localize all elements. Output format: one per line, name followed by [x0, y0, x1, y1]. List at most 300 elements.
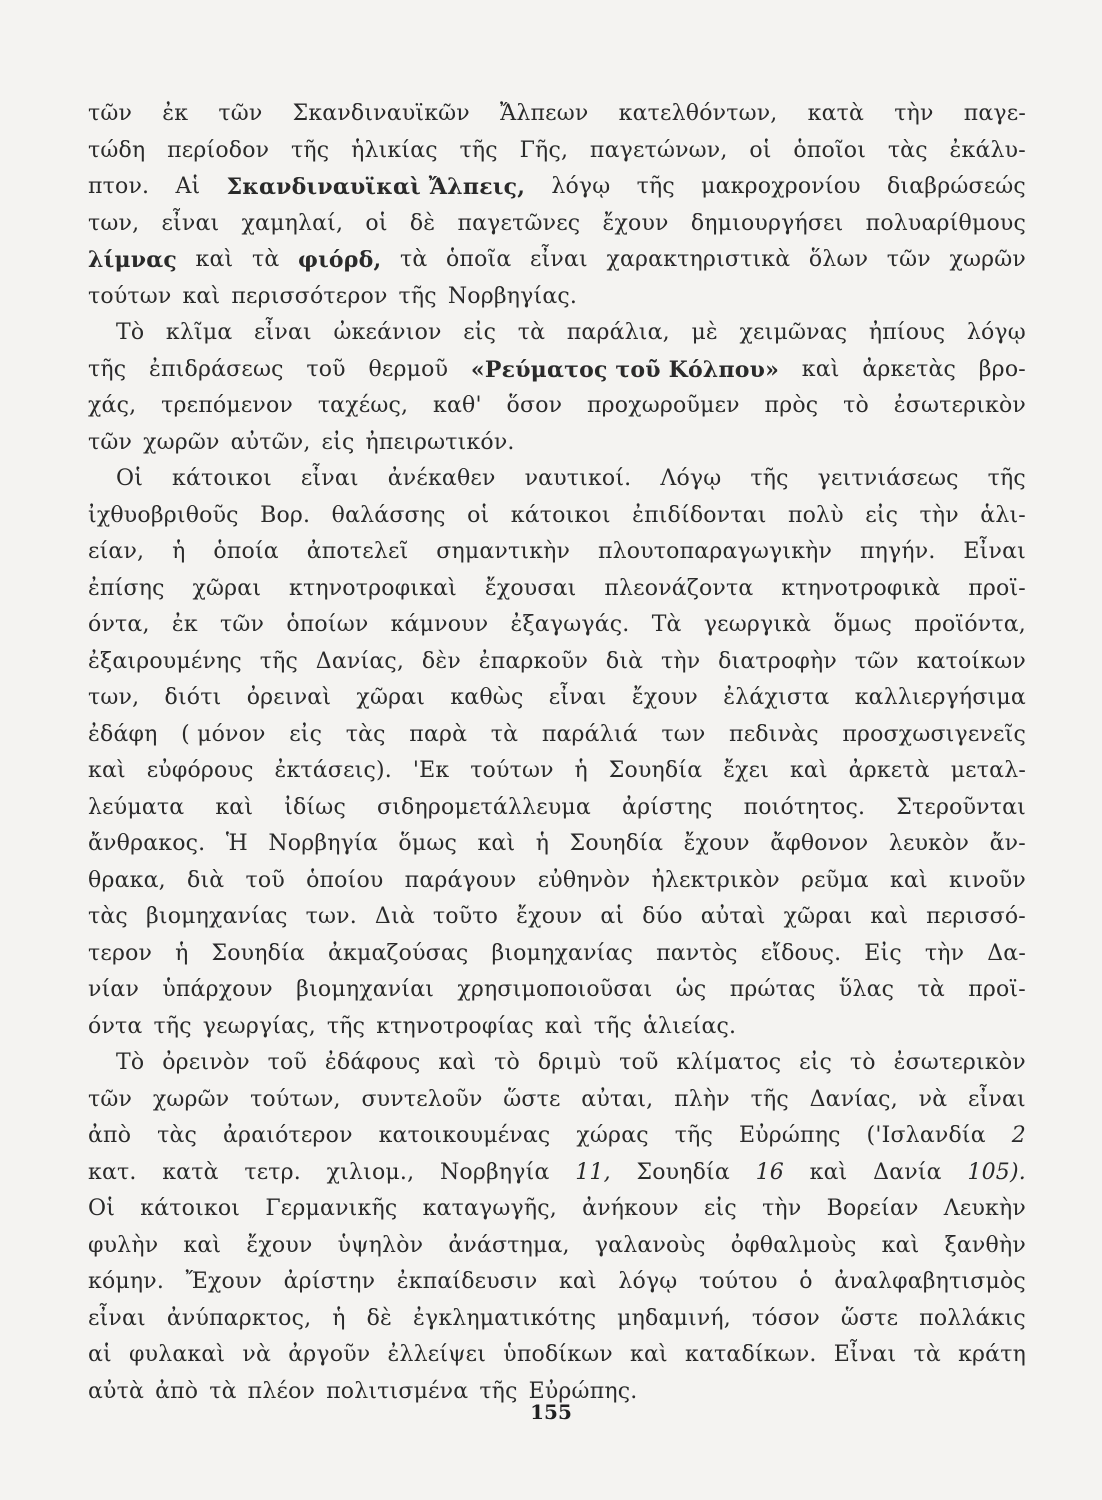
word: ρεῦμα — [801, 867, 869, 893]
bold-term: Σκανδιναυϊκαὶ Ἄλπεις, — [226, 174, 526, 200]
word: χῶραι — [192, 575, 262, 601]
word: ὀφθαλμοὺς — [730, 1232, 857, 1258]
word: βιομηχανίας — [491, 940, 634, 966]
word: αὐται, — [581, 1086, 654, 1112]
text-line — [88, 133, 1026, 170]
word: τὰ — [917, 977, 945, 1002]
word: κατελθόντων, — [618, 101, 778, 126]
word: ἐδάφη — [88, 721, 158, 747]
word: χῶραι — [356, 685, 426, 710]
word: ἡ — [172, 539, 186, 564]
word: ἐκ — [171, 612, 198, 637]
word: παγετῶνες — [457, 210, 581, 236]
word: Δα- — [987, 940, 1026, 966]
word: τῶν — [88, 429, 133, 455]
italic-number: 105). — [967, 1159, 1026, 1185]
word: ἐπίσης — [88, 575, 165, 601]
word: καὶ — [438, 1050, 477, 1075]
word: ('Ισλανδία — [866, 1123, 986, 1148]
word: κόμην. — [88, 1269, 165, 1294]
word: ὥστε — [840, 1305, 899, 1331]
word: καὶ — [809, 1159, 848, 1185]
word: Αἱ — [175, 174, 201, 199]
word: παγε- — [963, 101, 1026, 126]
word: δημιουργήσει — [690, 210, 844, 236]
word: τὰς — [88, 904, 128, 929]
word: Νορβηγίας. — [447, 283, 578, 309]
word: τὰ — [517, 320, 546, 345]
word: καὶ — [801, 356, 840, 382]
word: βρο- — [978, 356, 1026, 382]
word: τούτου — [698, 1269, 778, 1294]
word: ἐκάλυ- — [949, 137, 1026, 163]
word: πρὸς — [764, 393, 819, 418]
word: των, — [88, 685, 140, 710]
word: χώρας — [576, 1123, 649, 1148]
word: καθὼς — [450, 685, 524, 710]
word: κτηνοτροφικὰ — [781, 575, 941, 601]
text-line — [88, 534, 1026, 571]
word: ἠπίους — [868, 320, 946, 345]
word: τὸ — [494, 1050, 520, 1075]
word: φυλακαὶ — [129, 1342, 226, 1367]
word: παράγουν — [404, 867, 517, 893]
word: ὠκεάνιον — [333, 320, 442, 345]
text-line — [88, 790, 1026, 827]
word: διὰ — [187, 867, 225, 893]
word: ὁποῖοι — [793, 137, 867, 163]
word: τρεπόμενον — [161, 393, 294, 418]
word: αἱ — [600, 904, 625, 929]
word: εἴδους. — [760, 940, 842, 966]
text-line — [88, 279, 1026, 316]
word: γεωργίας, — [202, 1013, 316, 1039]
paragraph — [88, 1045, 1026, 1410]
word: ἐλλείψει — [387, 1342, 487, 1367]
text-line — [88, 936, 1026, 973]
word: χειμῶνας — [739, 320, 848, 345]
word: κινοῦν — [949, 867, 1026, 893]
word: τῆς — [593, 1013, 632, 1039]
word: καλλιεργήσιμα — [854, 685, 1026, 710]
word: διατροφὴν — [718, 648, 837, 674]
word: δὲ — [409, 210, 436, 236]
word: ὕλας — [838, 977, 895, 1002]
word: ὑψηλὸν — [337, 1232, 424, 1258]
word: ἔχουσαι — [484, 575, 577, 601]
word: ἀρκετὰς — [862, 356, 957, 382]
word: ξανθὴν — [944, 1232, 1026, 1258]
word: Λόγῳ — [660, 466, 722, 491]
word: Εἶναι — [963, 539, 1026, 564]
word: εἶναι — [529, 247, 588, 272]
word: παράλια, — [566, 320, 670, 345]
word: ὅσον — [506, 393, 563, 418]
text-line — [88, 607, 1026, 644]
word: τὰ — [490, 721, 519, 747]
word: ἀρίστην — [283, 1269, 376, 1294]
word: κάτοικοι — [140, 1196, 241, 1221]
word: εἰς — [289, 721, 323, 747]
word: κλῖμα — [165, 320, 233, 345]
body-text — [88, 96, 1026, 1410]
word: χρησιμοποιοῦσαι — [457, 977, 653, 1002]
word: καὶ — [558, 1269, 597, 1294]
word: ἄφθονον — [770, 831, 869, 856]
word: πολὺ — [787, 502, 844, 528]
word: καὶ — [195, 247, 234, 272]
word: ἡ — [175, 940, 189, 966]
word: εἰς — [703, 1196, 737, 1221]
word: Δανίας, — [809, 1086, 898, 1112]
word: καὶ — [183, 1232, 222, 1258]
text-line — [88, 352, 1026, 389]
word: ἀργοῦν — [288, 1342, 371, 1367]
word: οἱ — [365, 210, 388, 236]
word: πολυαρίθμους — [865, 210, 1026, 236]
word: εἶναι — [88, 1305, 146, 1331]
word: λόγῳ — [618, 1269, 678, 1294]
word: χιλιομ., — [326, 1159, 415, 1185]
text-line — [88, 680, 1026, 717]
word: Δανίας, — [315, 648, 405, 674]
word: Εὐρώπης — [738, 1123, 841, 1148]
word: ἀρίστης — [622, 794, 713, 820]
word: προχωροῦμεν — [587, 393, 740, 418]
word: τετρ. — [244, 1159, 301, 1185]
paragraph — [88, 96, 1026, 315]
text-line — [88, 899, 1026, 936]
word: ὅμως — [398, 831, 457, 856]
word: ἐκ — [162, 101, 189, 126]
word: χωρῶν — [949, 247, 1026, 272]
word: των — [661, 721, 706, 747]
bold-term: «Ρεύματος τοῦ Κόλπου» — [470, 356, 780, 383]
word: ἐσωτερικὸν — [893, 1050, 1026, 1075]
word: των. — [305, 904, 357, 929]
word: ἔχουν — [246, 1232, 313, 1258]
word: ὅλων — [808, 247, 869, 272]
word: γεωργικὰ — [703, 612, 812, 637]
word: Σουηδία — [608, 758, 703, 783]
word: δριμὺ — [537, 1050, 602, 1075]
paragraph — [88, 461, 1026, 1045]
word: ἁλιείας. — [643, 1013, 737, 1039]
word: χαρακτηριστικὰ — [606, 247, 791, 272]
word: Σκανδιναυϊκῶν — [292, 101, 470, 126]
word: Βορείαν — [826, 1196, 919, 1221]
word: όντα — [88, 1013, 143, 1039]
word: Γῆς, — [519, 137, 569, 163]
word: περισσότερον — [231, 283, 388, 309]
word: Σουηδία — [211, 940, 305, 966]
word: τῆς — [459, 137, 498, 163]
word: Εὐρώπης. — [528, 1378, 638, 1404]
word: τῆς — [326, 1013, 366, 1039]
word: είαν, — [88, 539, 145, 564]
word: ἀνέκαθεν — [387, 466, 496, 491]
word: λεύματα — [88, 794, 185, 820]
word: Διὰ — [374, 904, 415, 929]
word: γαλανοὺς — [594, 1232, 706, 1258]
text-line — [88, 315, 1026, 352]
word: τοῦ — [245, 867, 285, 893]
word: ἠλεκτρικὸν — [651, 867, 780, 893]
word: Νορβηγία — [439, 1159, 550, 1185]
word: μὲ — [691, 320, 718, 345]
word: προϊ- — [968, 977, 1026, 1002]
word: τὰς — [345, 721, 386, 747]
word: παντὸς — [656, 940, 738, 966]
word: ὁποίου — [306, 867, 384, 893]
word: τὰς — [157, 1123, 198, 1148]
word: ἔχουν — [516, 904, 583, 929]
word: ἔχουν — [602, 210, 669, 236]
word: ὁποῖα — [445, 247, 512, 272]
word: τὸ — [843, 393, 869, 418]
word: αὐτῶν, — [230, 429, 311, 455]
word: εἰς — [799, 1050, 833, 1075]
text-line — [88, 1045, 1026, 1082]
word: πεδινὰς — [729, 721, 819, 747]
text-line — [88, 206, 1026, 243]
word: τῆς — [750, 1086, 789, 1112]
word: τοῦ — [306, 356, 346, 382]
word: οἱ — [467, 502, 490, 528]
word: τῶν — [220, 612, 265, 637]
word: Τὰ — [651, 612, 682, 637]
word: ἀπὸ — [155, 1378, 199, 1404]
word: δύο — [642, 904, 683, 929]
word: ἀνήκουν — [582, 1196, 679, 1221]
word: εἶναι — [253, 320, 312, 345]
word: πολλάκις — [919, 1305, 1026, 1331]
word: χάς, — [88, 393, 137, 418]
word: μακροχρονίου — [701, 174, 861, 199]
word: κλίματος — [676, 1050, 782, 1075]
word: λόγῳ — [966, 320, 1026, 345]
word: Ἔχουν — [185, 1269, 263, 1294]
word: κάτοικοι — [172, 466, 272, 491]
word: πλεονάζοντα — [604, 575, 754, 601]
word: ἡ — [574, 758, 588, 783]
word: τερον — [88, 940, 153, 966]
word: ( μόνον — [181, 721, 266, 747]
word: ἐσωτερικὸν — [893, 393, 1026, 418]
word: διὰ — [605, 648, 644, 674]
word: Σουηδία — [569, 831, 664, 856]
italic-number: 2 — [1011, 1123, 1026, 1148]
word: Οἱ — [116, 466, 144, 491]
word: Δανία — [873, 1159, 942, 1185]
word: σιδηρομετάλλευμα — [377, 794, 591, 820]
word: των, — [88, 210, 140, 236]
text-line — [88, 1264, 1026, 1301]
word: πτον. — [88, 174, 150, 199]
word: εἶναι — [300, 466, 359, 491]
word: κατ. — [88, 1159, 137, 1185]
word: μηδαμινή, — [617, 1305, 731, 1331]
text-line — [88, 498, 1026, 535]
word: τῶν — [88, 1086, 133, 1112]
word: εἶναι — [967, 1086, 1026, 1112]
word: τῆς — [750, 466, 789, 491]
text-line — [88, 863, 1026, 900]
word: Βορ. — [260, 502, 311, 528]
word: χωρῶν — [143, 429, 220, 455]
word: βιομηχανίαι — [296, 977, 435, 1002]
word: τὴν — [919, 502, 959, 528]
word: ἔχουν — [631, 685, 699, 710]
word: ὥστε — [503, 1086, 561, 1112]
word: τὰ — [399, 247, 428, 272]
word: τὴν — [762, 1196, 802, 1221]
word: τῆς — [636, 174, 675, 199]
word: ἐκτάσεις). — [274, 758, 392, 783]
word: εἰς — [463, 320, 497, 345]
word: Στεροῦνται — [896, 794, 1026, 820]
word: τὰ — [913, 1342, 941, 1367]
word: διότι — [164, 685, 222, 710]
word: προσχωσιγενεῖς — [842, 721, 1026, 747]
word: πλὴν — [674, 1086, 730, 1112]
word: σημαντικὴν — [436, 539, 571, 564]
word: θρακα, — [88, 867, 166, 893]
word: τῶν — [218, 101, 263, 126]
word: προϊ- — [968, 575, 1026, 601]
word: τῆς — [291, 137, 330, 163]
word: καὶ — [182, 283, 221, 309]
word: Νορβηγία — [268, 831, 378, 856]
text-line — [88, 96, 1026, 133]
word: ἡλικίας — [351, 137, 438, 163]
text-line — [88, 1191, 1026, 1228]
word: τὴν — [924, 940, 965, 966]
word: διαβρώσεώς — [886, 174, 1026, 199]
word: εὐφόρους — [146, 758, 254, 783]
word: ἀνάστημα, — [448, 1232, 570, 1258]
word: ἀρκετὰ — [848, 758, 930, 783]
word: γειτνιάσεως — [817, 466, 959, 491]
word: 'Εκ — [412, 758, 450, 783]
word: καὶ — [544, 1013, 583, 1039]
word: καὶ — [88, 758, 126, 783]
word: τῶν — [854, 648, 899, 674]
word: πλέον — [247, 1378, 316, 1404]
word: τῆς — [153, 1013, 192, 1039]
word: ταχέως, — [317, 393, 409, 418]
word: ἀνύπαρκτος, — [166, 1305, 312, 1331]
word: αὐτὰ — [88, 1378, 145, 1404]
word: ἐλάχιστα — [723, 685, 830, 710]
word: ἐπιδράσεως — [149, 356, 284, 382]
word: ἁλι- — [980, 502, 1026, 528]
word: ἐπιδίδονται — [632, 502, 767, 528]
word: ἄνθρακος. — [88, 831, 206, 856]
word: ἡ — [535, 831, 550, 856]
word: ὀρειναὶ — [246, 685, 332, 710]
word: τῆς — [479, 1378, 518, 1404]
word: κτηνοτροφίας — [376, 1013, 534, 1039]
word: εὐθηνὸν — [537, 867, 631, 893]
word: καταγωγῆς, — [422, 1196, 557, 1221]
word: ὡς — [675, 977, 707, 1002]
word: ἄν- — [989, 831, 1026, 856]
text-line — [88, 425, 1026, 462]
word: τώδη — [88, 137, 146, 163]
word: εἶναι — [548, 685, 607, 710]
word: ἀκμαζούσας — [327, 940, 469, 966]
word: ἀπὸ — [88, 1123, 132, 1148]
text-line — [88, 1301, 1026, 1338]
word: φυλὴν — [88, 1232, 159, 1258]
text-line — [88, 571, 1026, 608]
text-line — [88, 242, 1026, 279]
italic-number: 16 — [755, 1159, 784, 1185]
word: Ἡ — [225, 831, 248, 856]
word: καὶ — [881, 1232, 920, 1258]
word: ποιότητος. — [743, 794, 866, 820]
word: ἠπειρωτικόν. — [365, 429, 515, 455]
word: εἰς — [865, 502, 899, 528]
word: δὲ — [366, 1305, 393, 1331]
word: νὰ — [242, 1342, 272, 1367]
text-line — [88, 1082, 1026, 1119]
word: ἰδίως — [284, 794, 346, 820]
word: εἶναι — [161, 210, 220, 236]
word: ἔχουν — [683, 831, 750, 856]
word: τοῦ — [619, 1050, 659, 1075]
text-line — [88, 826, 1026, 863]
word: Εἶναι — [833, 1342, 897, 1367]
word: τὰ — [251, 247, 280, 272]
word: χαμηλαί, — [241, 210, 344, 236]
word: χωρῶν — [152, 1086, 230, 1112]
word: τὴν — [894, 101, 934, 126]
text-line — [88, 1118, 1026, 1155]
word: τοῦ — [267, 1050, 308, 1075]
word: Σουηδία — [636, 1159, 730, 1185]
word: τῶν — [886, 247, 931, 272]
word: Τὸ — [116, 320, 145, 345]
word: περισσό- — [926, 904, 1026, 929]
word: κατὰ — [162, 1159, 219, 1185]
word: οἱ — [749, 137, 772, 163]
text-line — [88, 388, 1026, 425]
word: ναυτικοί. — [524, 466, 632, 491]
word: ἐκπαίδευσιν — [396, 1269, 538, 1294]
word: κτηνοτροφικαὶ — [289, 575, 457, 601]
word: καὶ — [870, 904, 909, 929]
word: ὀρεινὸν — [162, 1050, 250, 1075]
word: κάμνουν — [390, 612, 489, 637]
word: πλουτοπαραγωγικὴν — [597, 539, 833, 564]
word: παρὰ — [409, 721, 468, 747]
word: νίαν — [88, 977, 140, 1002]
word: ἰχθυοβριθοῦς — [88, 502, 239, 528]
word: ὁ — [799, 1269, 813, 1294]
paragraph — [88, 315, 1026, 461]
word: ἡ — [332, 1305, 346, 1331]
word: Οἱ — [88, 1196, 116, 1221]
word: λευκὸν — [888, 831, 970, 856]
text-line — [88, 717, 1026, 754]
word: ὑποδίκων — [503, 1342, 613, 1367]
word: Τὸ — [116, 1050, 145, 1075]
text-line — [88, 644, 1026, 681]
word: τὰ — [209, 1378, 237, 1404]
word: δὲν — [421, 648, 461, 674]
